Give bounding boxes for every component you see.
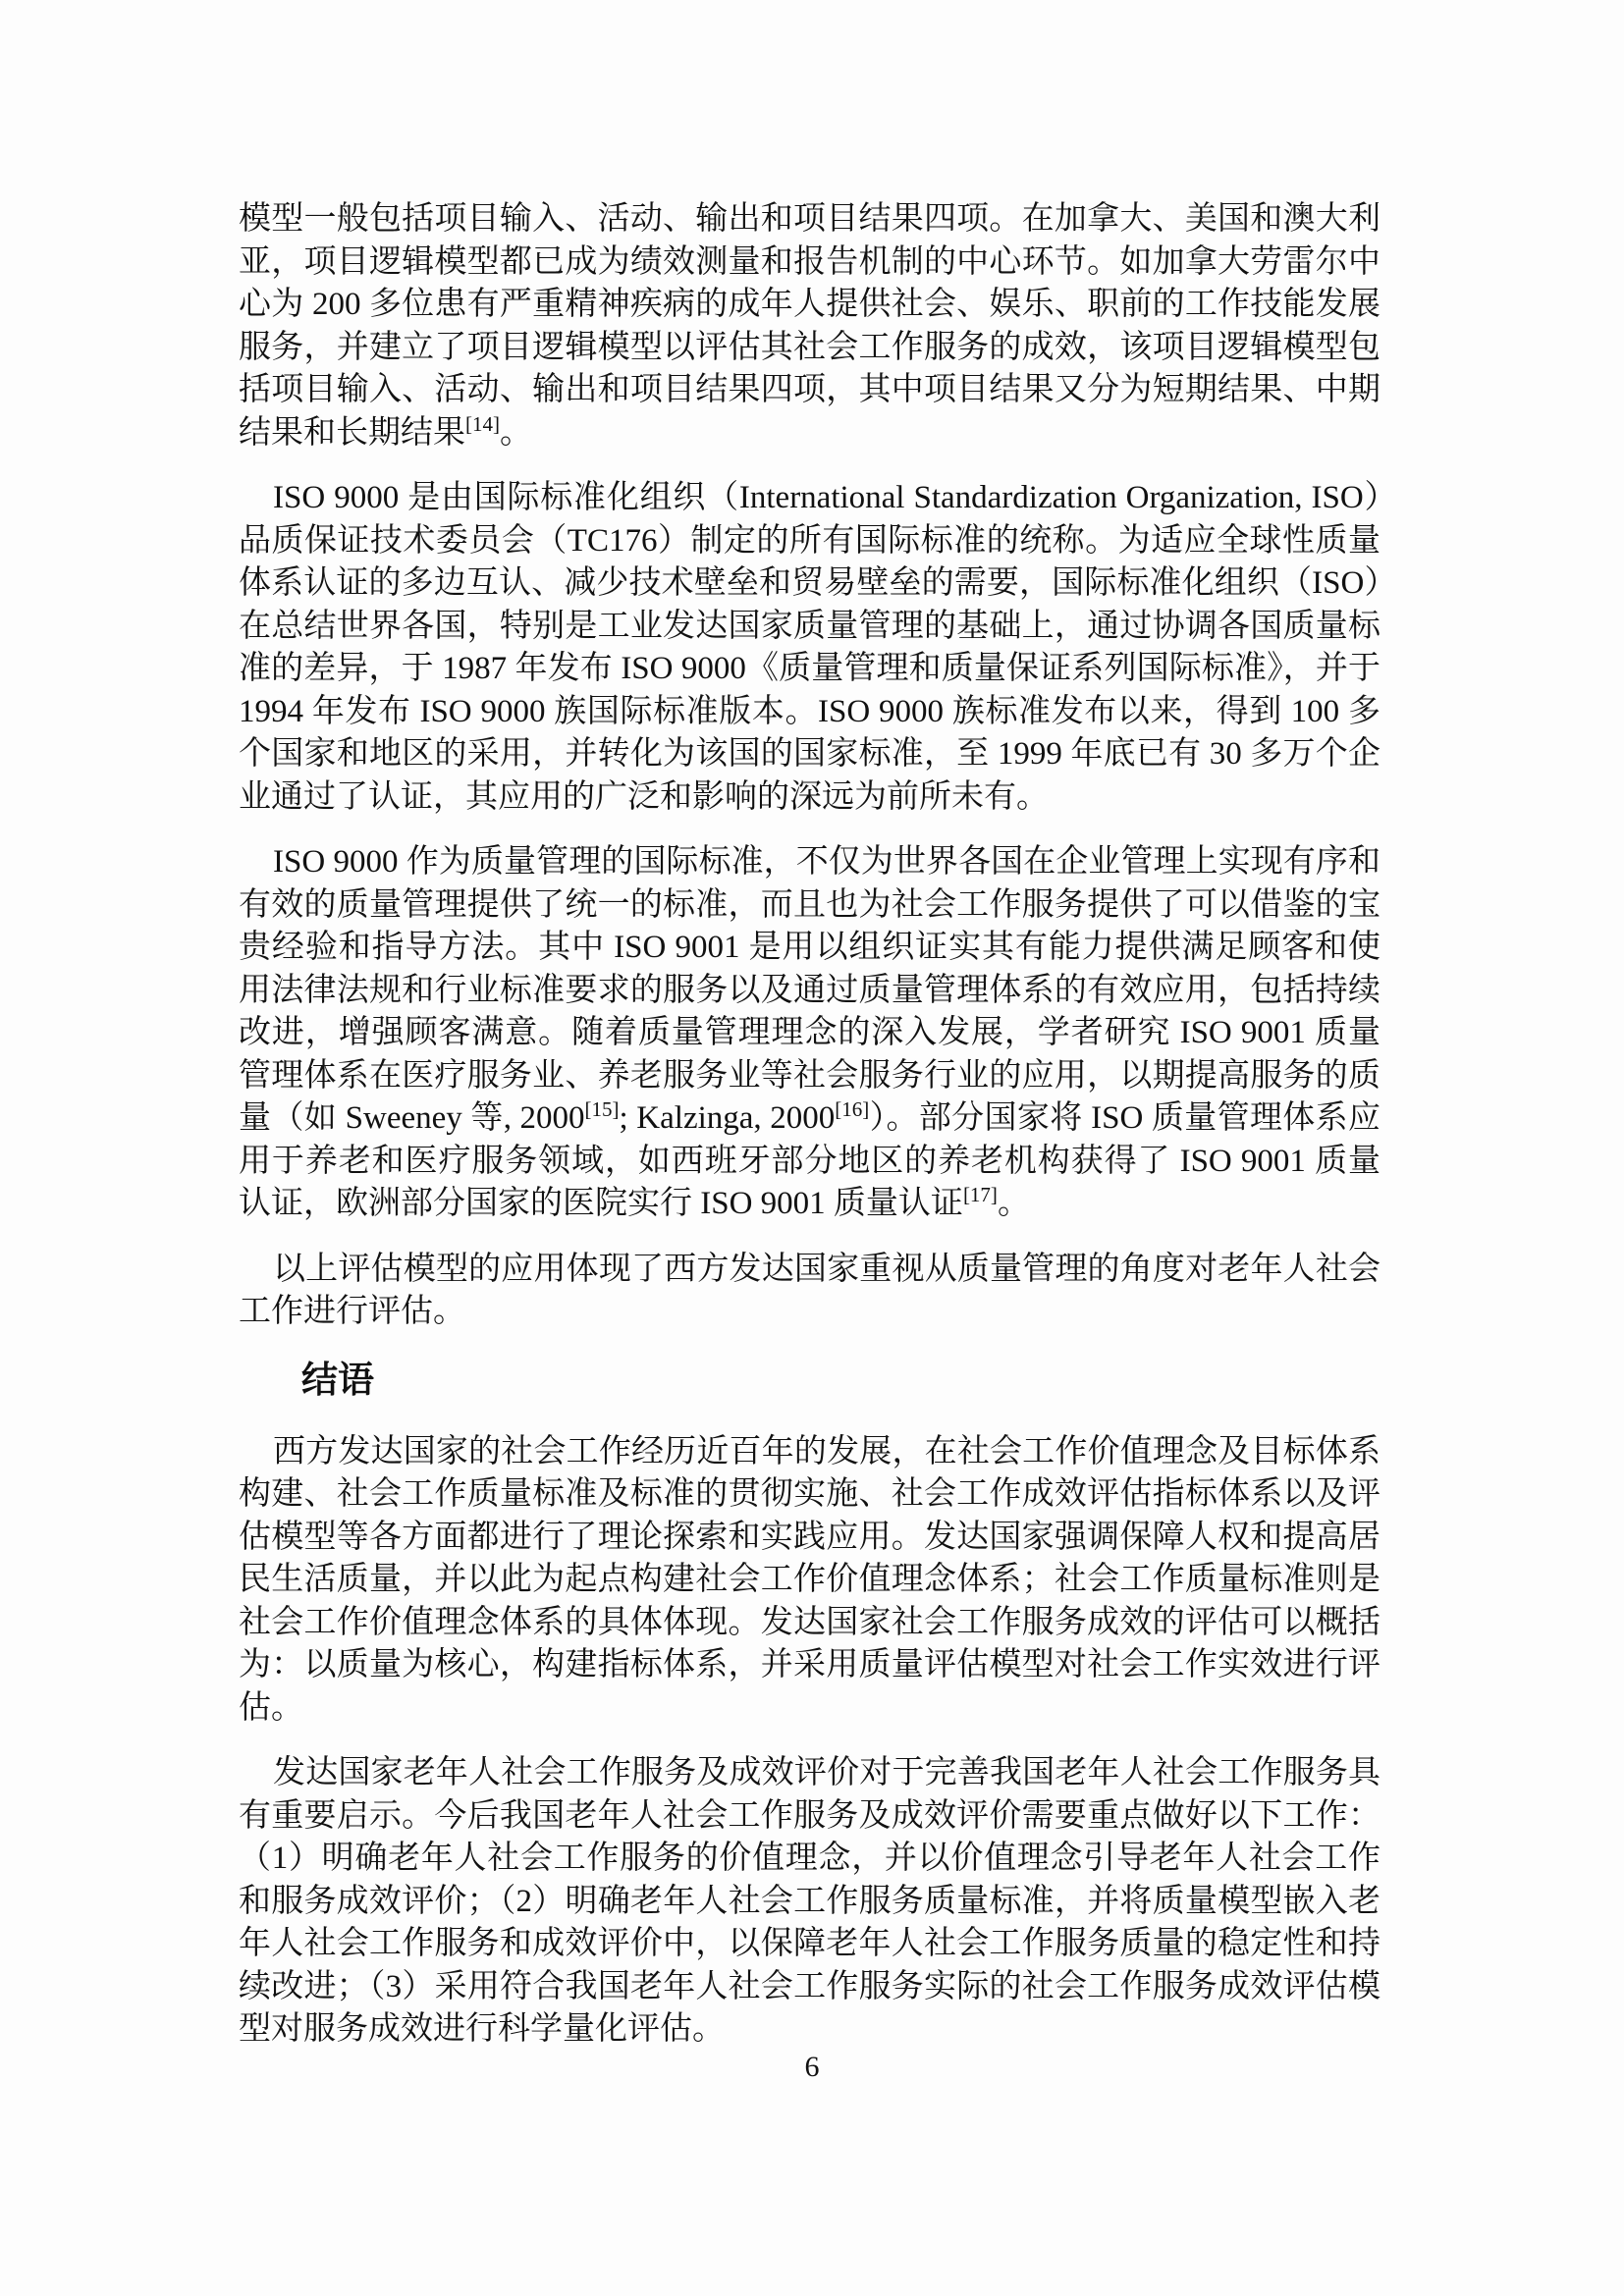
text-run: 。: [500, 414, 532, 451]
text-run: 发达国家老年人社会工作服务及成效评价对于完善我国老年人社会工作服务具有重要启示。今后我国老年人社会工作服务及成效评价需要重点做好以下工作：（1）明确老年人社会工作服务的价值理念，并以价值理念引导老年人社会工作和服务成效评价；（2）明确老年人社会工作服务质量标准，并将质量模型嵌入老年人社会工作服务和成效评价中，以保障老年人社会工作服务质量的稳定性和持续改进；（3）采用符合我国老年人社会工作服务实际的社会工作服务成效评估模型对服务成效进行科学量化评估。: [239, 1755, 1380, 2047]
footnote-reference: [15]: [584, 1097, 620, 1121]
footnote-reference: [14]: [465, 411, 500, 436]
text-run: 模型一般包括项目输入、活动、输出和项目结果四项。在加拿大、美国和澳大利亚，项目逻辑模型都已成为绩效测量和报告机制的中心环节。如加拿大劳雷尔中心为 200 多位患有严重精神疾病的成年人提供社会、娱乐、职前的工作技能发展服务，并建立了项目逻辑模型以评估其社会工作服务的成效，该项目逻辑模型包括项目输入、活动、输出和项目结果四项，其中项目结果又分为短期结果、中期结果和长期结果: [239, 201, 1380, 451]
paragraph: [239, 1752, 1380, 2052]
paragraph: [239, 477, 1380, 819]
text-run: ; Kalzinga, 2000: [619, 1100, 836, 1136]
paragraph: [239, 841, 1380, 1226]
text-run: 。: [997, 1186, 1030, 1221]
text-run: ）。部分国家将 ISO 质量管理体系应用于养老和医疗服务领域，如西班牙部分地区的养老机构获得了 ISO 9001 质量认证，欧洲部分国家的医院实行 ISO 9001 质量认证: [239, 1100, 1380, 1221]
text-run: 以上评估模型的应用体现了西方发达国家重视从质量管理的角度对老年人社会工作进行评估。: [239, 1251, 1380, 1329]
paragraph: [239, 198, 1380, 454]
paragraph: [239, 1249, 1380, 1334]
page-number: 6: [804, 2051, 820, 2083]
document-body: [239, 198, 1380, 2074]
text-run: ISO 9000 是由国际标准化组织（International Standardization Organization, ISO）品质保证技术委员会（TC176）制定的所有国际标准的统称。为适应全球性质量体系认证的多边互认、减少技术壁垒和贸易壁垒的需要，国际标准化组织（ISO）在总结世界各国，特别是工业发达国家质量管理的基础上，通过协调各国质量标准的差异，于 1987 年发布 ISO 9000《质量管理和质量保证系列国际标准》，并于 1994 年发布 ISO 9000 族国际标准版本。ISO 9000 族标准发布以来，得到 100 多个国家和地区的采用，并转化为该国的国家标准，至 1999 年底已有 30 多万个企业通过了认证，其应用的广泛和影响的深远为前所未有。: [239, 480, 1380, 815]
page-footer: [0, 2050, 1624, 2085]
text-run: ISO 9000 作为质量管理的国际标准，不仅为世界各国在企业管理上实现有序和有效的质量管理提供了统一的标准，而且也为社会工作服务提供了可以借鉴的宝贵经验和指导方法。其中 ISO 9001 是用以组织证实其有能力提供满足顾客和使用法律法规和行业标准要求的服务以及通过质量管理体系的有效应用，包括持续改进，增强顾客满意。随着质量管理理念的深入发展，学者研究 ISO 9001 质量管理体系在医疗服务业、养老服务业等社会服务行业的应用，以期提高服务的质量（如 Sweeney 等, 2000: [239, 844, 1380, 1136]
footnote-reference: [16]: [835, 1097, 870, 1121]
text-run: 结语: [301, 1360, 374, 1401]
footnote-reference: [17]: [962, 1183, 998, 1206]
text-run: 西方发达国家的社会工作经历近百年的发展，在社会工作价值理念及目标体系构建、社会工作质量标准及标准的贯彻实施、社会工作成效评估指标体系以及评估模型等各方面都进行了理论探索和实践应用。发达国家强调保障人权和提高居民生活质量，并以此为起点构建社会工作价值理念体系；社会工作质量标准则是社会工作价值理念体系的具体体现。发达国家社会工作服务成效的评估可以概括为：以质量为核心，构建指标体系，并采用质量评估模型对社会工作实效进行评估。: [239, 1433, 1380, 1726]
paragraph: [239, 1431, 1380, 1731]
section-heading: [239, 1357, 1380, 1406]
